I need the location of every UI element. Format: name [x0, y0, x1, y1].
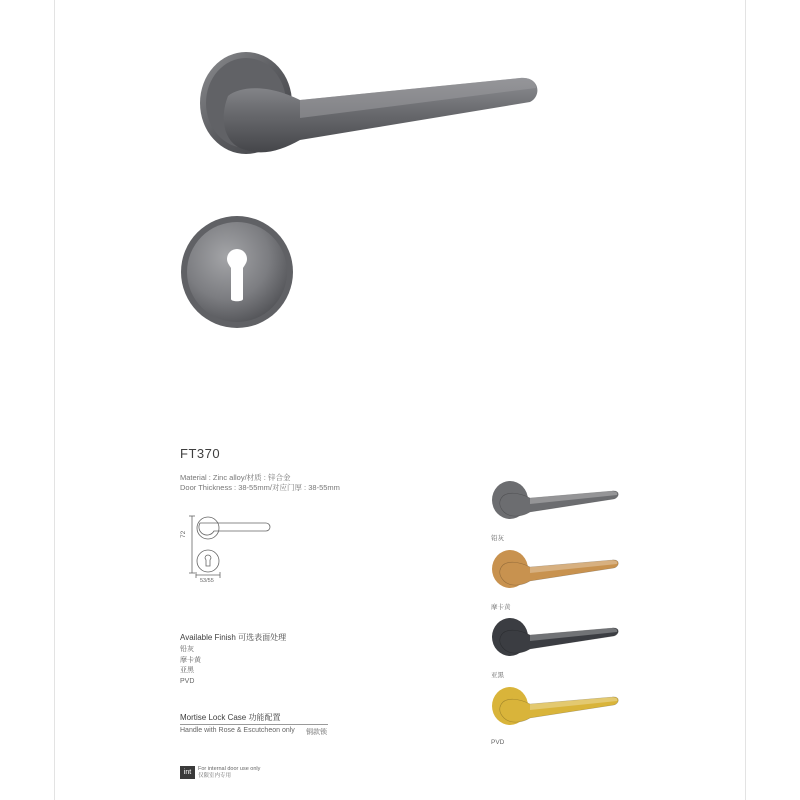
material-spec: Material : Zinc alloy/材质 : 锌合金 — [180, 473, 291, 482]
internal-use-badge: int — [180, 766, 195, 779]
finish-option: 亚黑 — [180, 667, 194, 674]
mocha-yellow-handle — [492, 550, 618, 588]
lock-description-text: Handle with Rose & Escutcheon only — [180, 727, 295, 734]
dimension-height-label: 72 — [180, 530, 187, 538]
swatch-label-matte-black: 亚黑 — [491, 672, 504, 679]
finish-option: 铅灰 — [180, 646, 194, 653]
door-thickness-spec: Door Thickness : 38-55mm/对应门厚 : 38-55mm — [180, 483, 340, 492]
swatch-label-lead-grey: 铅灰 — [491, 535, 504, 542]
swatch-label-mocha-yellow: 摩卡黄 — [491, 604, 511, 611]
pvd-handle — [492, 687, 618, 725]
dimension-width-label: 53/55 — [200, 578, 214, 584]
finish-option: PVD — [180, 677, 195, 685]
lock-type-text: 铜款锁 — [306, 729, 327, 736]
mortise-lock-title: Mortise Lock Case 功能配置 — [180, 713, 281, 722]
internal-use-note — [198, 766, 260, 780]
matte-black-handle — [492, 618, 618, 656]
finish-option: 摩卡黄 — [180, 656, 201, 664]
swatch-label-pvd: PVD — [491, 739, 505, 746]
internal-use-note-en: For internal door use only — [198, 766, 261, 772]
lead-grey-handle — [492, 481, 618, 519]
product-model: FT370 — [180, 446, 221, 461]
available-finish-title: Available Finish 可选表面处理 — [180, 633, 287, 642]
internal-use-note-cn: 仅限室内专用 — [198, 773, 232, 779]
